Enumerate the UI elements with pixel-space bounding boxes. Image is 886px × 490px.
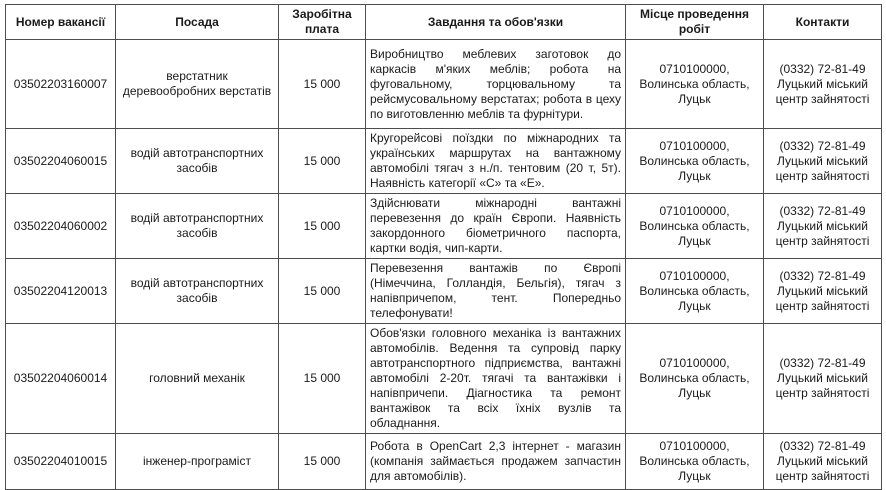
salary-cell: 15 000	[279, 434, 366, 490]
vacancy-number-cell: 03502204060014	[6, 324, 116, 434]
contacts-cell: (0332) 72-81-49 Луцький міський центр зайнятості	[764, 324, 882, 434]
tasks-cell: Перевезення вантажів по Європі (Німеччина, Голландія, Бельгія), тягач з напівпричепом, тент. Попередньо телефонувати!	[366, 259, 626, 324]
salary-cell: 15 000	[279, 259, 366, 324]
contacts-cell: (0332) 72-81-49 Луцький міський центр зайнятості	[764, 194, 882, 259]
column-header-contacts: Контакти	[764, 5, 882, 40]
work-location-cell: 0710100000, Волинська область, Луцьк	[626, 40, 764, 129]
header-row	[6, 5, 882, 40]
tasks-cell: Робота в OpenCart 2,3 інтернет - магазин (компанія займається продажем запчастин для автомобілів).	[366, 434, 626, 490]
work-location-cell: 0710100000, Волинська область, Луцьк	[626, 434, 764, 490]
table-row	[6, 259, 882, 324]
work-location-cell: 0710100000, Волинська область, Луцьк	[626, 259, 764, 324]
position-cell: інженер-програміст	[116, 434, 279, 490]
work-location-cell: 0710100000, Волинська область, Луцьк	[626, 324, 764, 434]
tasks-cell: Кругорейсові поїздки по міжнародних та українських маршрутах на вантажному автомобілі тягач з н./п. тентовим (20 т, 5т). Наявність категорії «С» та «Е».	[366, 129, 626, 194]
contacts-cell: (0332) 72-81-49 Луцький міський центр зайнятості	[764, 259, 882, 324]
vacancy-number-cell: 03502203160007	[6, 40, 116, 129]
work-location-cell: 0710100000, Волинська область, Луцьк	[626, 194, 764, 259]
table-body	[6, 40, 882, 490]
vacancy-number-cell: 03502204010015	[6, 434, 116, 490]
table-row	[6, 40, 882, 129]
position-cell: верстатник деревообробних верстатів	[116, 40, 279, 129]
vacancy-number-cell: 03502204060015	[6, 129, 116, 194]
table-row	[6, 434, 882, 490]
position-cell: водій автотранспортних засобів	[116, 129, 279, 194]
table-row	[6, 194, 882, 259]
tasks-cell: Обов'язки головного механіка із вантажних автомобілів. Ведення та супровід парку автотранспортного підприємства, вантажні автомобілі 2-20т. тягачі та вантажівки і напівпричепи. Діагностика та ремонт вантажівок та всіх їхніх вузлів та обладнання.	[366, 324, 626, 434]
table-header	[6, 5, 882, 40]
vacancies-table	[5, 4, 882, 490]
column-header-position: Посада	[116, 5, 279, 40]
tasks-cell: Виробництво меблевих заготовок до каркасів м'яких меблів; робота на фуговальному, торцювальному та рейсмусовальному верстатах; робота в цеху по виготовленню меблів та фурнітури.	[366, 40, 626, 129]
salary-cell: 15 000	[279, 324, 366, 434]
column-header-work-location: Місце проведення робіт	[626, 5, 764, 40]
position-cell: водій автотранспортних засобів	[116, 194, 279, 259]
work-location-cell: 0710100000, Волинська область, Луцьк	[626, 129, 764, 194]
contacts-cell: (0332) 72-81-49 Луцький міський центр зайнятості	[764, 129, 882, 194]
vacancy-number-cell: 03502204060002	[6, 194, 116, 259]
salary-cell: 15 000	[279, 40, 366, 129]
table-row	[6, 129, 882, 194]
contacts-cell: (0332) 72-81-49 Луцький міський центр зайнятості	[764, 40, 882, 129]
table-row	[6, 324, 882, 434]
tasks-cell: Здійснювати міжнародні вантажні перевезення до країн Європи. Наявність закордонного біометричного паспорта, картки водія, чип-карти.	[366, 194, 626, 259]
salary-cell: 15 000	[279, 194, 366, 259]
column-header-tasks: Завдання та обов'язки	[366, 5, 626, 40]
contacts-cell: (0332) 72-81-49 Луцький міський центр зайнятості	[764, 434, 882, 490]
column-header-vacancy-number: Номер вакансії	[6, 5, 116, 40]
column-header-salary: Заробітна плата	[279, 5, 366, 40]
vacancy-number-cell: 03502204120013	[6, 259, 116, 324]
position-cell: водій автотранспортних засобів	[116, 259, 279, 324]
salary-cell: 15 000	[279, 129, 366, 194]
position-cell: головний механік	[116, 324, 279, 434]
